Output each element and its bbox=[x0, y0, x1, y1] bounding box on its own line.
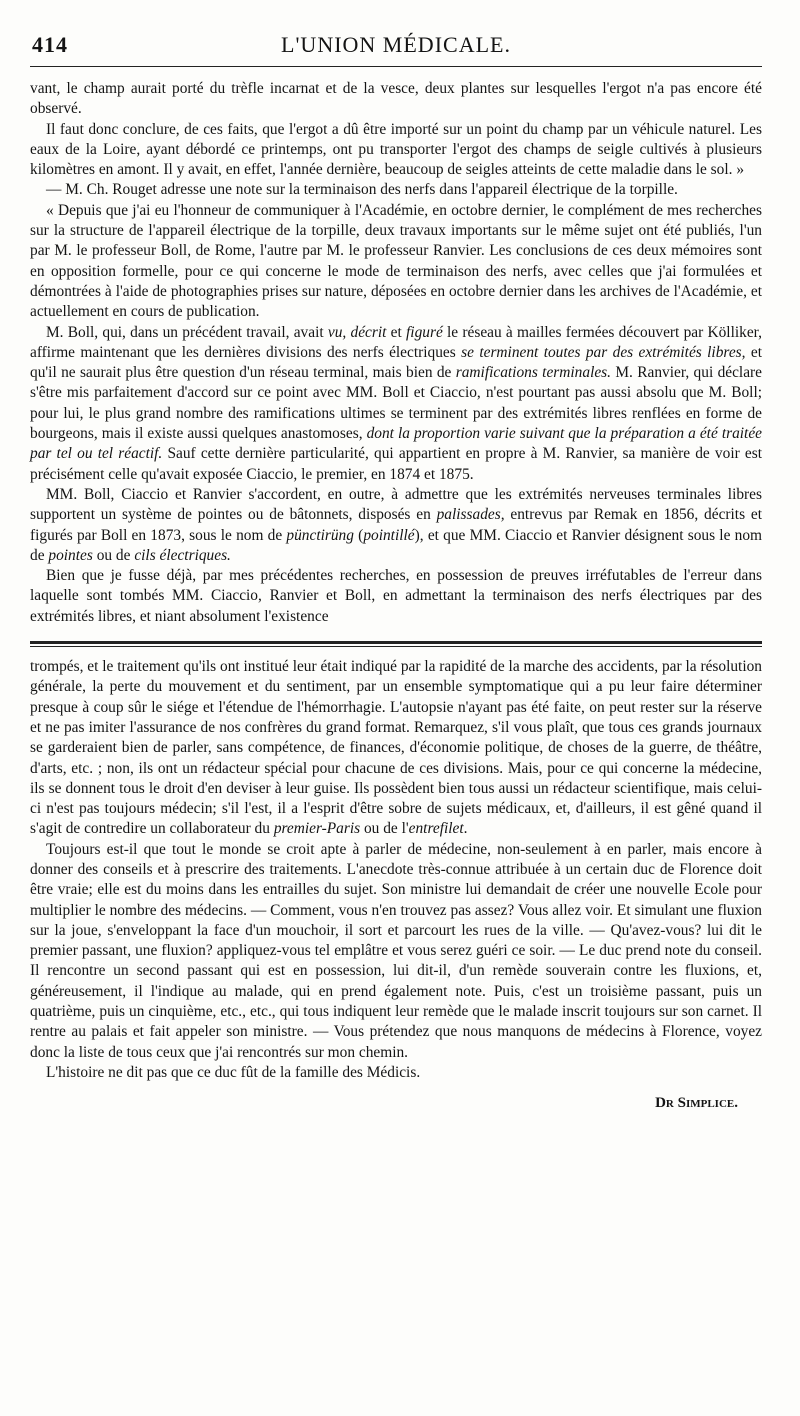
italic-text: dont la proportion varie suivant que la préparation a été traitée par tel ou tel réactif. bbox=[30, 425, 762, 463]
italic-text: pünctirüng bbox=[286, 526, 354, 544]
author-signature: Dr Simplice. bbox=[655, 1095, 738, 1112]
journal-title: L'UNION MÉDICALE. bbox=[281, 32, 511, 57]
feuilleton-column bbox=[30, 657, 762, 1083]
academy-report-paragraph bbox=[30, 201, 762, 323]
feuilleton-paragraph bbox=[30, 840, 762, 1063]
paragraph-text: Bien que je fusse déjà, par mes précédentes recherches, en possession de preuves irréfutables de l'erreur dans laquelle sont tombés MM. Ciaccio, Ranvier et Boll, en admettant la terminaison des nerfs électriques par des extrémités libres, et niant absolument l'existence bbox=[30, 567, 762, 625]
academy-report-column bbox=[30, 79, 762, 627]
italic-text: figuré bbox=[406, 323, 443, 341]
italic-text: palissades, bbox=[436, 506, 505, 524]
italic-text: premier-Paris bbox=[273, 820, 361, 838]
paragraph-text: . bbox=[463, 820, 468, 838]
paragraph-text: MM. Boll, Ciaccio et Ranvier s'accordent, en outre, à admettre que les extrémités nerveuses terminales libres supportent un système de pointes ou de bâtonnets, disposés en bbox=[30, 485, 762, 524]
academy-report-paragraph bbox=[30, 79, 762, 120]
paragraph-text: M. Ranvier, qui déclare s'être mis parfaitement d'accord sur ce point avec MM. Boll et Ciaccio, n'est pourtant pas aussi absolu que M. Boll; pour lui, le plus grand nombre des ramifications ultimes se terminent par des extrémités libres renflées en forme de bourgeons, mais il existe aussi quelques anastomoses, bbox=[30, 364, 762, 443]
paragraph-text: ( bbox=[353, 526, 364, 544]
paragraph-text: M. Boll, qui, dans un précédent travail, avait bbox=[46, 323, 328, 341]
feuilleton-separator bbox=[30, 641, 762, 647]
feuilleton-paragraph bbox=[30, 657, 762, 840]
paragraph-text: ou de bbox=[92, 546, 135, 564]
paragraph-text: et bbox=[386, 323, 407, 341]
academy-report-paragraph bbox=[30, 180, 762, 200]
paragraph-text: ), et que MM. Ciaccio et Ranvier désignent sous le nom de bbox=[30, 526, 762, 564]
paragraph-text: et qu'il ne saurait plus être question d'un réseau terminal, mais bien de bbox=[30, 343, 762, 382]
academy-report-paragraph bbox=[30, 566, 762, 627]
italic-text: se terminent toutes par des extrémités libres, bbox=[461, 343, 746, 361]
academy-report-paragraph bbox=[30, 323, 762, 485]
paragraph-text: Il faut donc conclure, de ces faits, que l'ergot a dû être importé sur un point du champ par un véhicule naturel. Les eaux de la Loire, ayant débordé ce printemps, ont pu transporter l'ergot des champs de seigle cultivés à plusieurs kilomètres en amont. Il y avait, en effet, l'année dernière, beaucoup de seigles atteints de cette maladie dans le sol. » bbox=[30, 120, 762, 179]
italic-text: pointes bbox=[48, 546, 93, 564]
page-number: 414 bbox=[32, 32, 68, 57]
paragraph-text: Toujours est-il que tout le monde se croit apte à parler de médecine, non-seulement à en parler, mais encore à donner des conseils et à prescrire des traitements. L'anecdote très-connue attribuée à un certain duc de Florence doit être vraie; elle est du moins dans les entrailles du sujet. Son ministre lui demandait de créer une nouvelle Ecole pour multiplier le nombre des médecins. — Comment, vous n'en trouvez pas assez? Vous allez voir. Et simulant une fluxion sur la joue, s'enveloppant la face d'un mouchoir, il sort et parcourt les rues de la ville. — Qu'avez-vous? lui dit le premier passant, une fluxion? appliquez-vous tel emplâtre et vous serez guéri ce soir. — Le duc prend note du conseil. Il rencontre un second passant qui est en possession, lui dit-il, d'un remède souverain contre les fluxions, et, généreusement, il l'indique au malade, qui en prend également note. Puis, c'est un troisième passant, puis un quatrième, puis un cinquième, etc., etc., qui tous indiquent leur remède que le malade inscrit toujours sur son carnet. Il rentre au palais et fait appeler son ministre. — Vous prétendez que nous manquons de médecins à Florence, voyez donc la liste de tous ceux que j'ai rencontrés sur mon chemin. bbox=[30, 840, 762, 1061]
header-rule bbox=[30, 66, 762, 67]
feuilleton-paragraph bbox=[30, 1063, 762, 1083]
italic-text: pointillé bbox=[363, 526, 415, 544]
italic-text: cils électriques. bbox=[134, 546, 231, 564]
paragraph-text: Sauf cette dernière particularité, qui appartient en propre à M. Ranvier, sa manière de voir est précisément celle qu'avait exposée Ciaccio, le premier, en 1874 et 1875. bbox=[30, 445, 762, 483]
paragraph-text: vant, le champ aurait porté du trèfle incarnat et de la vesce, deux plantes sur lesquelles l'ergot n'a pas encore été observé. bbox=[30, 80, 762, 118]
academy-report-paragraph bbox=[30, 485, 762, 566]
italic-text: vu, décrit bbox=[327, 323, 387, 341]
paragraph-text: — M. Ch. Rouget adresse une note sur la terminaison des nerfs dans l'appareil électrique de la torpille. bbox=[46, 181, 678, 199]
academy-report-paragraph bbox=[30, 120, 762, 181]
paragraph-text: L'histoire ne dit pas que ce duc fût de la famille des Médicis. bbox=[46, 1063, 421, 1081]
paragraph-text: ou de l' bbox=[360, 820, 409, 838]
paragraph-text: le réseau à mailles fermées découvert par Kölliker, affirme maintenant que les dernières divisions des nerfs électriques bbox=[30, 323, 763, 361]
italic-text: ramifications terminales. bbox=[455, 364, 612, 382]
page-header bbox=[30, 26, 762, 64]
paragraph-text: trompés, et le traitement qu'ils ont institué leur était indiqué par la rapidité de la marche des accidents, par la résolution générale, la perte du mouvement et du sentiment, par un ensemble symptomatique qui a pu leur faire déterminer presque à coup sûr le siége et l'étendue de l'hémorrhagie. L'autopsie n'ayant pas été faite, on peut rester sur la réserve et ne pas imiter l'assurance de nos confrères du grand format. Remarquez, s'il vous plaît, que tous ces grands journaux se garderaient bien de parler, sans compétence, de finances, d'économie politique, de choses de la guerre, de théâtre, d'arts, etc. ; non, ils ont un rédacteur spécial pour chacune de ces divisions. Mais, pour ce qui concerne la médecine, ils se donnent tous le droit d'en deviser à leur guise. Ils possèdent bien tous aussi un rédacteur scientifique, mais celui-ci n'est pas toujours médecin; s'il l'est, il a l'esprit d'être sobre de sujets médicaux, et, d'ailleurs, il est gêné quand il s'agit de contredire un collaborateur du bbox=[30, 658, 762, 838]
italic-text: entrefilet bbox=[408, 820, 464, 838]
paragraph-text: « Depuis que j'ai eu l'honneur de communiquer à l'Académie, en octobre dernier, le complément de mes recherches sur la structure de l'appareil électrique de la torpille, deux travaux importants sur le même sujet ont été publiés, l'un par M. le professeur Boll, de Rome, l'autre par M. le professeur Ranvier. Les conclusions de ces deux mémoires sont en opposition formelle, pour ce qui concerne le mode de terminaison des nerfs, avec celles que j'ai formulées et démontrées à l'aide de photographies prises sur nature, déposées en octobre dernier dans les archives de l'Académie, et actuellement en cours de publication. bbox=[30, 201, 762, 321]
paragraph-text: entrevus par Remak en 1856, décrits et figurés par Boll en 1873, sous le nom de bbox=[30, 506, 762, 544]
